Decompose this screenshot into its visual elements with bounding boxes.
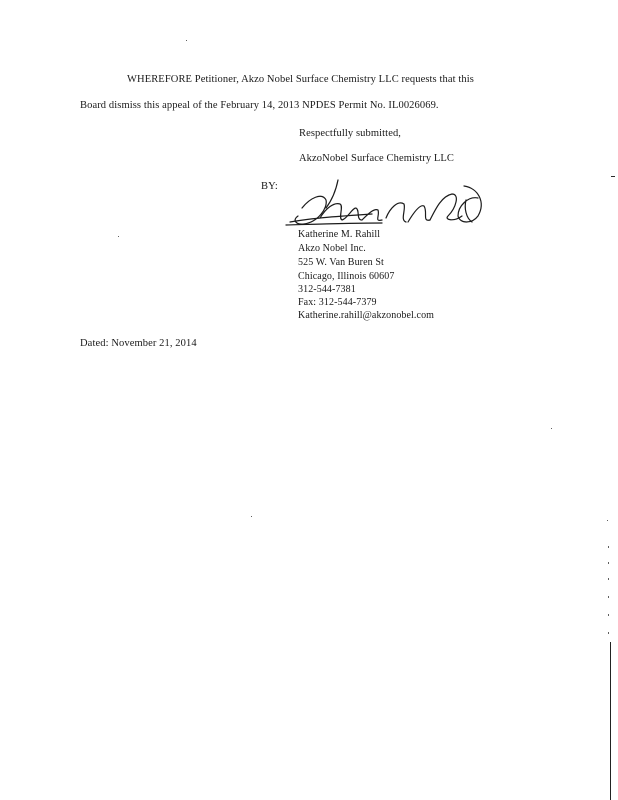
scan-speck: [608, 578, 609, 580]
scan-edge-line: [610, 642, 611, 800]
scan-speck: [608, 614, 609, 616]
signature-image: [282, 178, 492, 236]
scan-speck: [608, 562, 609, 564]
by-label: BY:: [261, 181, 278, 192]
signer-email: Katherine.rahill@akzonobel.com: [298, 310, 435, 321]
scan-speck: [551, 428, 552, 429]
paragraph-line-1: WHEREFORE Petitioner, Akzo Nobel Surface Chemistry LLC requests that this: [127, 74, 474, 85]
closing-text: Respectfully submitted,: [299, 128, 402, 139]
scan-speck: [251, 516, 252, 517]
scan-speck: [608, 596, 609, 598]
signer-name: Katherine M. Rahill: [298, 229, 381, 240]
signer-street: 525 W. Van Buren St: [298, 257, 384, 268]
scan-speck: [611, 176, 615, 177]
paragraph-line-2: Board dismiss this appeal of the February 14, 2013 NPDES Permit No. IL0026069.: [80, 100, 439, 111]
signer-phone: 312-544-7381: [298, 284, 356, 295]
scan-speck: [186, 40, 187, 41]
scan-speck: [608, 546, 609, 548]
dated-line: Dated: November 21, 2014: [80, 338, 197, 349]
scan-speck: [608, 632, 609, 634]
scan-speck: [607, 520, 608, 521]
scan-speck: [118, 236, 119, 237]
signer-city: Chicago, Illinois 60607: [298, 271, 395, 282]
company-name: AkzoNobel Surface Chemistry LLC: [299, 153, 455, 164]
signer-org: Akzo Nobel Inc.: [298, 243, 366, 254]
signer-fax: Fax: 312-544-7379: [298, 297, 377, 308]
